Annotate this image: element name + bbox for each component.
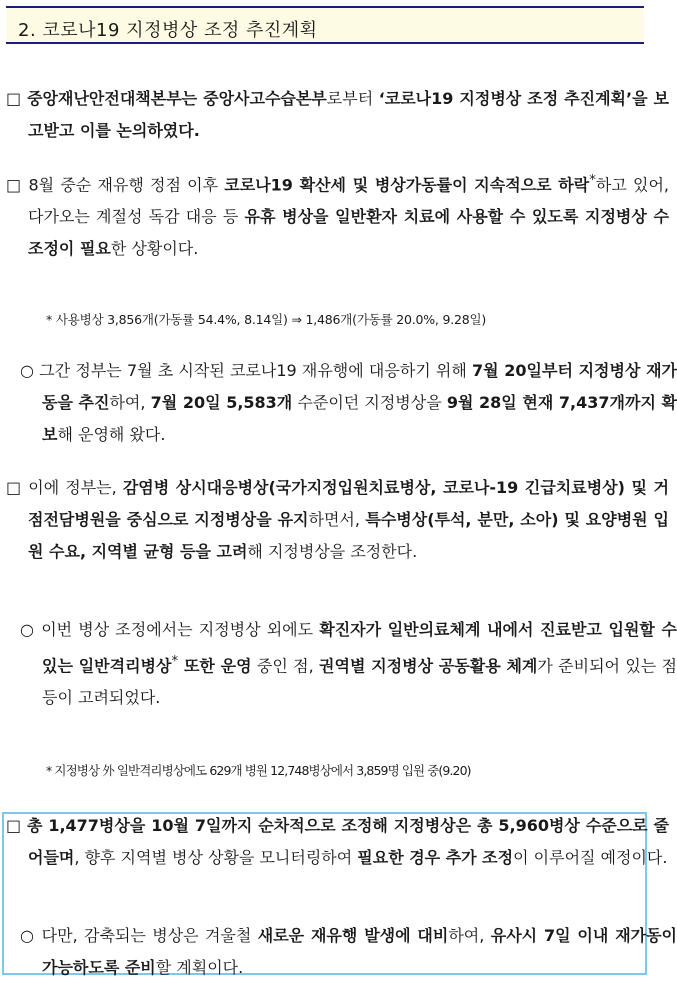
p6-text-2: 이 이루어질 예정이다. bbox=[513, 848, 668, 867]
p5-bold-1: 확진자가 일반의료체계 내에서 진료받고 입원할 수 있는 일반격리병상 bbox=[42, 620, 677, 676]
p5-text-1: 이번 병상 조정에서는 지정병상 외에도 bbox=[41, 620, 320, 639]
p2-bold-1: 코로나19 확산세 및 병상가동률이 지속적으로 하락 bbox=[224, 175, 590, 195]
p4-bold-1: 감염병 상시대응병상(국가지정입원치료병상, 코로나-19 긴급치료병상) 및 거점전담병원을 중심으로 지정병상을 유지 bbox=[28, 478, 669, 529]
section-title: 2. 코로나19 지정병상 조정 추진계획 bbox=[18, 20, 318, 41]
p3-text-2: 하여, bbox=[109, 393, 151, 412]
p7-text-3: 할 계획이다. bbox=[155, 958, 244, 977]
paragraph-7 bbox=[12, 920, 677, 984]
paragraph-4 bbox=[6, 472, 669, 568]
p3-text-1: 그간 정부는 7월 초 시작된 코로나19 재유행에 대응하기 위해 bbox=[39, 361, 473, 380]
paragraph-3 bbox=[12, 355, 677, 451]
p5-bold-3: 권역별 지정병상 공동활용 체계 bbox=[319, 656, 538, 676]
p2-bold-2: 유휴 병상을 일반환자 치료에 사용할 수 있도록 지정병상 수 조정이 필요 bbox=[28, 207, 669, 259]
p6-bold-2: 필요한 경우 추가 조정 bbox=[357, 848, 514, 867]
p2-text-1: 8월 중순 재유행 정점 이후 bbox=[28, 175, 225, 195]
square-bullet: □ bbox=[6, 175, 23, 195]
p5-text-3: 가 준비되어 있는 점 등이 고려되었다. bbox=[42, 656, 677, 708]
paragraph-1 bbox=[6, 83, 669, 147]
p7-bold-2: 유사시 7일 이내 재가동이 가능하도록 준비 bbox=[42, 926, 677, 977]
p7-text-1: 다만, 감축되는 병상은 겨울철 bbox=[41, 926, 258, 945]
paragraph-5 bbox=[12, 614, 677, 714]
paragraph-6 bbox=[6, 810, 669, 874]
p3-bold-2: 7월 20일 5,583개 bbox=[150, 393, 293, 412]
p3-text-4: 해 운영해 왔다. bbox=[57, 425, 166, 444]
p1-bold-1: 중앙재난안전대책본부는 중앙사고수습본부 bbox=[27, 89, 327, 108]
p2-text-2: 하고 있어, 다가오는 계절성 독감 대응 등 bbox=[28, 175, 669, 227]
circle-bullet: ○ bbox=[20, 926, 36, 945]
circle-bullet: ○ bbox=[20, 361, 35, 380]
p4-text-3: 해 지정병상을 조정한다. bbox=[247, 542, 418, 561]
p4-text-2: 하면서, bbox=[308, 510, 366, 529]
p3-text-3: 수준이던 지정병상을 bbox=[292, 393, 447, 412]
p2-footnote-star: * bbox=[589, 173, 596, 188]
square-bullet: □ bbox=[6, 816, 22, 835]
square-bullet: □ bbox=[6, 478, 23, 497]
p6-bold-1: 총 1,477병상을 10월 7일까지 순차적으로 조정해 지정병상은 총 5,960병상 수준으로 줄어들며 bbox=[26, 816, 670, 867]
footnote-2: * 지정병상 外 일반격리병상에도 629개 병원 12,748병상에서 3,859명 입원 중(9.20) bbox=[46, 763, 471, 778]
p4-text-1: 이에 정부는, bbox=[28, 478, 123, 497]
circle-bullet: ○ bbox=[20, 620, 36, 639]
p7-text-2: 하여, bbox=[448, 926, 491, 945]
p5-text-2: 중인 점, bbox=[251, 656, 320, 676]
p5-bold-2: 또한 운영 bbox=[178, 656, 252, 676]
p5-footnote-star: * bbox=[171, 654, 179, 669]
p3-bold-3: 9월 28일 현재 7,437개까지 확보 bbox=[42, 393, 677, 444]
p1-text-1: 로부터 bbox=[326, 89, 379, 108]
p1-bold-2: ‘코로나19 지정병상 조정 추진계획’을 보고받고 이를 논의하였다. bbox=[28, 89, 669, 140]
p7-bold-1: 새로운 재유행 발생에 대비 bbox=[257, 926, 449, 945]
paragraph-2 bbox=[6, 165, 669, 265]
p6-text-1: , 향후 지역별 병상 상황을 모니터링하여 bbox=[74, 848, 358, 867]
p2-text-3: 한 상황이다. bbox=[110, 239, 199, 259]
section-title-bar bbox=[6, 6, 644, 44]
footnote-1: * 사용병상 3,856개(가동률 54.4%, 8.14일) ⇒ 1,486개(가동률 20.0%, 9.28일) bbox=[46, 312, 487, 327]
square-bullet: □ bbox=[6, 89, 22, 108]
p4-bold-2: 특수병상(투석, 분만, 소아) 및 요양병원 입원 수요, 지역별 균형 등을 고려 bbox=[28, 510, 669, 561]
p3-bold-1: 7월 20일부터 지정병상 재가동을 추진 bbox=[42, 361, 677, 412]
